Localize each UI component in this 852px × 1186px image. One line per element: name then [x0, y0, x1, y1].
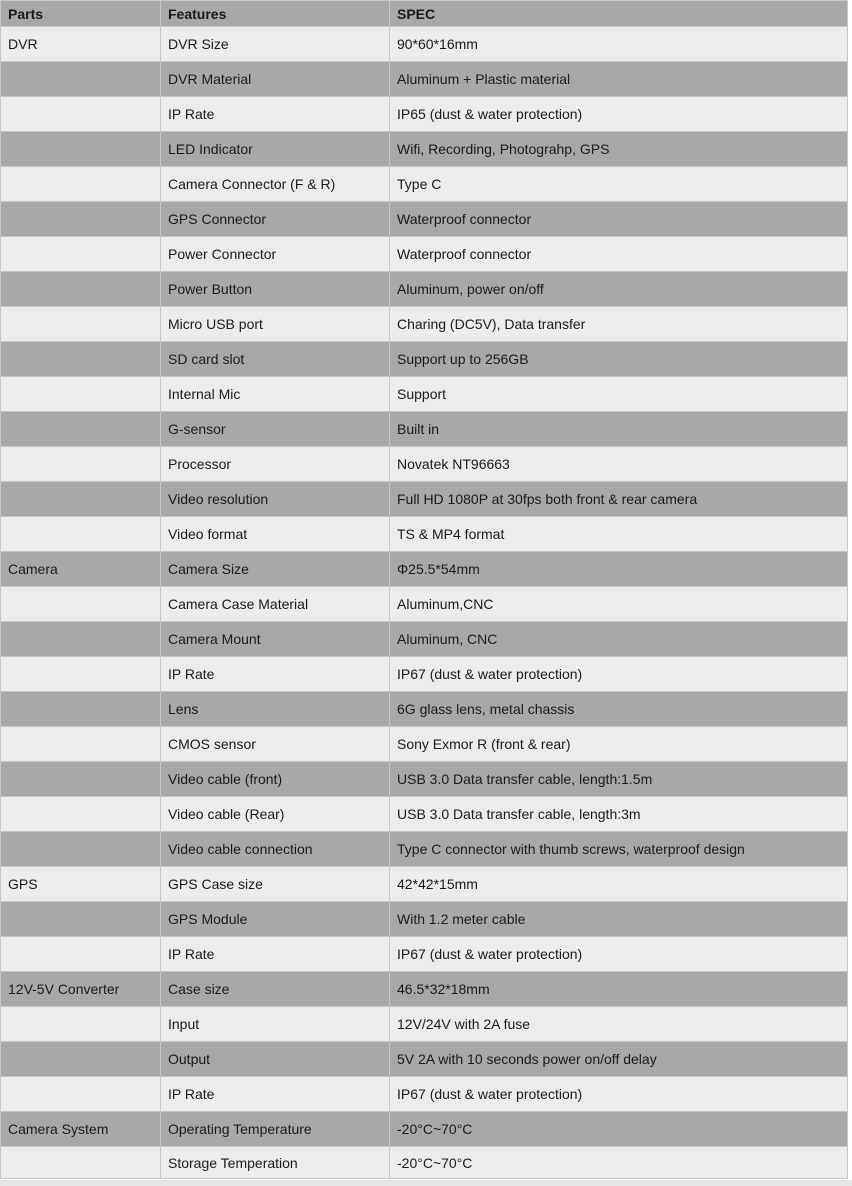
table-row — [1, 727, 848, 762]
feature-cell: GPS Module — [161, 902, 390, 937]
table-row — [1, 587, 848, 622]
spec-cell: 46.5*32*18mm — [390, 972, 848, 1007]
part-cell — [1, 307, 161, 342]
feature-cell: IP Rate — [161, 937, 390, 972]
part-cell — [1, 97, 161, 132]
table-row — [1, 132, 848, 167]
table-row — [1, 97, 848, 132]
page-bottom-bar — [0, 1180, 852, 1186]
part-cell — [1, 342, 161, 377]
spec-cell: Full HD 1080P at 30fps both front & rear camera — [390, 482, 848, 517]
spec-cell: IP67 (dust & water protection) — [390, 1077, 848, 1112]
feature-cell: GPS Connector — [161, 202, 390, 237]
table-row — [1, 1077, 848, 1112]
part-cell — [1, 132, 161, 167]
part-cell: DVR — [1, 27, 161, 62]
table-row — [1, 1042, 848, 1077]
table-row — [1, 937, 848, 972]
part-cell — [1, 62, 161, 97]
part-cell — [1, 167, 161, 202]
header-parts: Parts — [1, 1, 161, 27]
feature-cell: GPS Case size — [161, 867, 390, 902]
spec-cell: IP65 (dust & water protection) — [390, 97, 848, 132]
feature-cell: Power Button — [161, 272, 390, 307]
table-row — [1, 272, 848, 307]
spec-cell: Φ25.5*54mm — [390, 552, 848, 587]
part-cell: GPS — [1, 867, 161, 902]
feature-cell: Output — [161, 1042, 390, 1077]
table-row — [1, 972, 848, 1007]
feature-cell: Micro USB port — [161, 307, 390, 342]
spec-cell: 5V 2A with 10 seconds power on/off delay — [390, 1042, 848, 1077]
table-row — [1, 1007, 848, 1042]
spec-cell: 6G glass lens, metal chassis — [390, 692, 848, 727]
table-row — [1, 237, 848, 272]
table-row — [1, 797, 848, 832]
part-cell — [1, 237, 161, 272]
part-cell — [1, 1077, 161, 1112]
feature-cell: Case size — [161, 972, 390, 1007]
table-row — [1, 167, 848, 202]
part-cell — [1, 587, 161, 622]
header-features: Features — [161, 1, 390, 27]
part-cell — [1, 657, 161, 692]
feature-cell: Power Connector — [161, 237, 390, 272]
part-cell — [1, 1042, 161, 1077]
table-row — [1, 27, 848, 62]
table-row — [1, 832, 848, 867]
spec-cell: Built in — [390, 412, 848, 447]
part-cell — [1, 412, 161, 447]
feature-cell: DVR Material — [161, 62, 390, 97]
spec-cell: 12V/24V with 2A fuse — [390, 1007, 848, 1042]
spec-cell: Sony Exmor R (front & rear) — [390, 727, 848, 762]
part-cell — [1, 622, 161, 657]
feature-cell: Camera Case Material — [161, 587, 390, 622]
feature-cell: Camera Connector (F & R) — [161, 167, 390, 202]
part-cell — [1, 832, 161, 867]
feature-cell: Camera Mount — [161, 622, 390, 657]
spec-cell: IP67 (dust & water protection) — [390, 657, 848, 692]
table-body — [1, 27, 848, 1179]
part-cell — [1, 937, 161, 972]
table-row — [1, 1147, 848, 1179]
feature-cell: CMOS sensor — [161, 727, 390, 762]
table-row — [1, 1112, 848, 1147]
spec-cell: Aluminum, power on/off — [390, 272, 848, 307]
table-row — [1, 517, 848, 552]
spec-cell: Type C connector with thumb screws, waterproof design — [390, 832, 848, 867]
table-row — [1, 342, 848, 377]
table-row — [1, 412, 848, 447]
feature-cell: IP Rate — [161, 97, 390, 132]
table-row — [1, 482, 848, 517]
spec-cell: USB 3.0 Data transfer cable, length:1.5m — [390, 762, 848, 797]
feature-cell: Video format — [161, 517, 390, 552]
spec-cell: Aluminum,CNC — [390, 587, 848, 622]
table-row — [1, 692, 848, 727]
spec-cell: Waterproof connector — [390, 202, 848, 237]
header-row — [1, 1, 848, 27]
feature-cell: DVR Size — [161, 27, 390, 62]
table-header — [1, 1, 848, 27]
spec-cell: Support — [390, 377, 848, 412]
spec-cell: -20°C~70°C — [390, 1112, 848, 1147]
feature-cell: Input — [161, 1007, 390, 1042]
part-cell — [1, 797, 161, 832]
spec-cell: Support up to 256GB — [390, 342, 848, 377]
part-cell — [1, 902, 161, 937]
spec-cell: -20°C~70°C — [390, 1147, 848, 1179]
table-row — [1, 762, 848, 797]
spec-cell: 42*42*15mm — [390, 867, 848, 902]
part-cell: Camera System — [1, 1112, 161, 1147]
part-cell: Camera — [1, 552, 161, 587]
table-row — [1, 447, 848, 482]
spec-cell: Wifi, Recording, Photograhp, GPS — [390, 132, 848, 167]
part-cell — [1, 482, 161, 517]
part-cell — [1, 692, 161, 727]
spec-cell: With 1.2 meter cable — [390, 902, 848, 937]
spec-cell: TS & MP4 format — [390, 517, 848, 552]
spec-cell: Type C — [390, 167, 848, 202]
table-row — [1, 62, 848, 97]
part-cell — [1, 202, 161, 237]
table-row — [1, 307, 848, 342]
feature-cell: SD card slot — [161, 342, 390, 377]
feature-cell: Video cable (Rear) — [161, 797, 390, 832]
part-cell — [1, 727, 161, 762]
part-cell: 12V-5V Converter — [1, 972, 161, 1007]
part-cell — [1, 1007, 161, 1042]
feature-cell: Operating Temperature — [161, 1112, 390, 1147]
feature-cell: Video cable (front) — [161, 762, 390, 797]
part-cell — [1, 272, 161, 307]
table-row — [1, 902, 848, 937]
feature-cell: Storage Temperation — [161, 1147, 390, 1179]
part-cell — [1, 517, 161, 552]
part-cell — [1, 762, 161, 797]
table-row — [1, 622, 848, 657]
part-cell — [1, 447, 161, 482]
table-row — [1, 867, 848, 902]
spec-cell: Aluminum + Plastic material — [390, 62, 848, 97]
spec-cell: USB 3.0 Data transfer cable, length:3m — [390, 797, 848, 832]
part-cell — [1, 1147, 161, 1179]
spec-cell: Novatek NT96663 — [390, 447, 848, 482]
spec-cell: IP67 (dust & water protection) — [390, 937, 848, 972]
feature-cell: Lens — [161, 692, 390, 727]
spec-cell: 90*60*16mm — [390, 27, 848, 62]
feature-cell: Camera Size — [161, 552, 390, 587]
spec-cell: Aluminum, CNC — [390, 622, 848, 657]
table-row — [1, 377, 848, 412]
feature-cell: Video resolution — [161, 482, 390, 517]
header-spec: SPEC — [390, 1, 848, 27]
table-row — [1, 657, 848, 692]
feature-cell: Processor — [161, 447, 390, 482]
feature-cell: IP Rate — [161, 657, 390, 692]
feature-cell: IP Rate — [161, 1077, 390, 1112]
feature-cell: Video cable connection — [161, 832, 390, 867]
table-row — [1, 552, 848, 587]
part-cell — [1, 377, 161, 412]
table-row — [1, 202, 848, 237]
feature-cell: Internal Mic — [161, 377, 390, 412]
spec-cell: Waterproof connector — [390, 237, 848, 272]
feature-cell: LED Indicator — [161, 132, 390, 167]
spec-cell: Charing (DC5V), Data transfer — [390, 307, 848, 342]
feature-cell: G-sensor — [161, 412, 390, 447]
